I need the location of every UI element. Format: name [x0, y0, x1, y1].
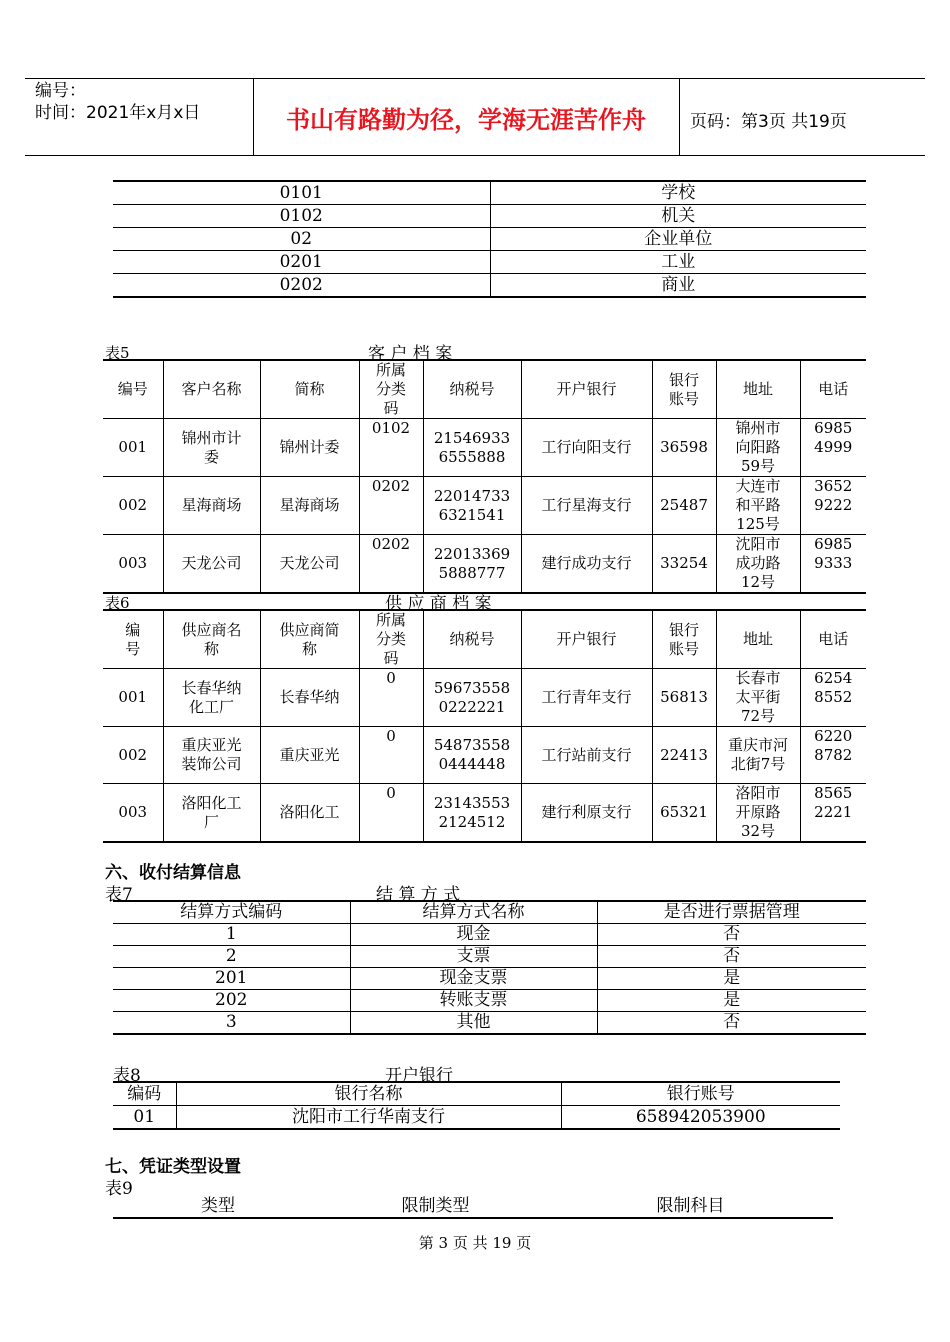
table-cell: 转账支票 — [350, 990, 597, 1012]
table-cell: 85652221 — [800, 784, 866, 843]
table-cell: 锦州计委 — [260, 419, 359, 477]
settlement-table — [113, 900, 866, 1035]
voucher-type-table — [113, 1195, 833, 1219]
table-cell: 锦州市计委 — [163, 419, 260, 477]
table-cell: 工行星海支行 — [521, 477, 652, 535]
table-cell: 003 — [103, 535, 163, 594]
table-cell: 62548552 — [800, 669, 866, 727]
table-cell: 锦州市向阳路59号 — [716, 419, 800, 477]
table-cell: 天龙公司 — [260, 535, 359, 594]
table-cell: 548735580444448 — [423, 727, 521, 784]
table-cell: 商业 — [490, 274, 866, 298]
table5-label: 表5 — [105, 344, 130, 362]
column-header: 结算方式编码 — [113, 901, 350, 924]
column-header: 限制类型 — [401, 1196, 470, 1216]
table7-label: 表7 — [105, 885, 133, 905]
table-row — [103, 477, 866, 535]
table-cell: 工行站前支行 — [521, 727, 652, 784]
table8-title: 开户银行 — [385, 1066, 453, 1086]
table-row — [113, 228, 866, 251]
table-cell: 机关 — [490, 205, 866, 228]
table-row — [103, 784, 866, 843]
page-footer: 第 3 页 共 19 页 — [418, 1234, 532, 1252]
table-cell: 企业单位 — [490, 228, 866, 251]
table-cell: 星海商场 — [260, 477, 359, 535]
table-row — [113, 990, 866, 1012]
table-cell: 学校 — [490, 181, 866, 205]
table-row — [103, 669, 866, 727]
table-cell: 33254 — [652, 535, 716, 594]
table-cell: 建行利原支行 — [521, 784, 652, 843]
header-meta — [35, 80, 200, 124]
header-top-rule — [25, 78, 925, 79]
table-cell: 工行向阳支行 — [521, 419, 652, 477]
table-cell: 否 — [597, 1012, 866, 1035]
table-cell: 0202 — [359, 477, 423, 535]
header-page-info: 页码：第3页 共19页 — [690, 112, 847, 132]
column-header: 银行账号 — [652, 610, 716, 669]
table-cell: 0201 — [113, 251, 490, 274]
table-cell: 25487 — [652, 477, 716, 535]
table-cell: 0102 — [113, 205, 490, 228]
table-header-row — [113, 901, 866, 924]
column-header: 编码 — [113, 1082, 176, 1106]
table-cell: 36598 — [652, 419, 716, 477]
table-cell: 215469336555888 — [423, 419, 521, 477]
column-header: 地址 — [716, 610, 800, 669]
table-cell: 220147336321541 — [423, 477, 521, 535]
table-cell: 231435532124512 — [423, 784, 521, 843]
table-header-row — [113, 1195, 833, 1218]
table-cell: 0 — [359, 784, 423, 843]
section-heading: 七、凭证类型设置 — [105, 1157, 241, 1177]
number-label: 编号： — [35, 81, 86, 101]
table-cell: 是 — [597, 990, 866, 1012]
column-header: 编号 — [103, 360, 163, 419]
table7-title: 结 算 方 式 — [376, 885, 461, 905]
table-cell: 长春华纳化工厂 — [163, 669, 260, 727]
table-cell: 001 — [103, 669, 163, 727]
table-cell: 56813 — [652, 669, 716, 727]
table-row — [113, 274, 866, 298]
column-header: 银行账号 — [652, 360, 716, 419]
table-cell: 3 — [113, 1012, 350, 1035]
table-cell: 是 — [597, 968, 866, 990]
table-cell: 工行青年支行 — [521, 669, 652, 727]
table-cell: 002 — [103, 727, 163, 784]
table-cell: 1 — [113, 924, 350, 946]
section-heading: 六、收付结算信息 — [105, 863, 241, 883]
table-cell: 重庆亚光装饰公司 — [163, 727, 260, 784]
column-header: 是否进行票据管理 — [597, 901, 866, 924]
table-cell: 重庆亚光 — [260, 727, 359, 784]
column-header: 限制科目 — [656, 1196, 725, 1216]
customer-table — [103, 359, 866, 594]
table-cell: 69854999 — [800, 419, 866, 477]
column-header: 纳税号 — [423, 360, 521, 419]
header-motto: 书山有路勤为径，学海无涯苦作舟 — [286, 106, 646, 134]
column-header: 所属分类码 — [359, 610, 423, 669]
table-cell: 596735580222221 — [423, 669, 521, 727]
table-cell: 003 — [103, 784, 163, 843]
column-header: 银行账号 — [561, 1082, 840, 1106]
table6-label: 表6 — [105, 594, 130, 612]
table-cell: 0102 — [359, 419, 423, 477]
table-cell: 0 — [359, 669, 423, 727]
column-header: 客户名称 — [163, 360, 260, 419]
bank-table — [113, 1081, 840, 1130]
table-cell: 202 — [113, 990, 350, 1012]
table-row — [113, 205, 866, 228]
table-row — [113, 181, 866, 205]
table-cell: 天龙公司 — [163, 535, 260, 594]
column-header: 电话 — [800, 610, 866, 669]
table-row — [103, 535, 866, 594]
table-cell: 星海商场 — [163, 477, 260, 535]
table-cell: 201 — [113, 968, 350, 990]
column-header: 编号 — [103, 610, 163, 669]
table-cell: 长春华纳 — [260, 669, 359, 727]
table-cell: 大连市和平路125号 — [716, 477, 800, 535]
table-cell: 002 — [103, 477, 163, 535]
table-cell: 否 — [597, 946, 866, 968]
table-cell: 0 — [359, 727, 423, 784]
table5-title: 客 户 档 案 — [368, 344, 453, 364]
table-cell: 工业 — [490, 251, 866, 274]
table-row — [113, 1106, 840, 1130]
table-header-row — [113, 1082, 840, 1106]
table-row — [113, 251, 866, 274]
table-cell: 洛阳市开原路32号 — [716, 784, 800, 843]
table9-label: 表9 — [105, 1179, 133, 1199]
table-cell: 220133695888777 — [423, 535, 521, 594]
table-cell: 长春市太平街72号 — [716, 669, 800, 727]
table-cell: 其他 — [350, 1012, 597, 1035]
table-row — [103, 419, 866, 477]
table-cell: 沈阳市成功路12号 — [716, 535, 800, 594]
column-header: 供应商名称 — [163, 610, 260, 669]
time-label: 时间：2021年x月x日 — [35, 103, 201, 123]
table-cell: 0202 — [359, 535, 423, 594]
table-row — [113, 924, 866, 946]
column-header: 开户银行 — [521, 360, 652, 419]
table6-title: 供 应 商 档 案 — [385, 594, 492, 614]
table-cell: 现金 — [350, 924, 597, 946]
table-cell: 36529222 — [800, 477, 866, 535]
table-cell: 否 — [597, 924, 866, 946]
table-cell: 22413 — [652, 727, 716, 784]
table-cell: 02 — [113, 228, 490, 251]
table-cell: 658942053900 — [561, 1106, 840, 1130]
table-row — [113, 1012, 866, 1035]
table-header-row — [103, 610, 866, 669]
column-header: 供应商简称 — [260, 610, 359, 669]
table-row — [103, 727, 866, 784]
header-divider — [679, 78, 680, 155]
table-cell: 0202 — [113, 274, 490, 298]
table-cell: 01 — [113, 1106, 176, 1130]
table-cell: 现金支票 — [350, 968, 597, 990]
table-cell: 沈阳市工行华南支行 — [176, 1106, 561, 1130]
header-bottom-rule — [25, 155, 925, 156]
table-row — [113, 968, 866, 990]
table-cell: 62208782 — [800, 727, 866, 784]
table-cell: 69859333 — [800, 535, 866, 594]
column-header: 所属分类码 — [359, 360, 423, 419]
table-cell: 重庆市河北街7号 — [716, 727, 800, 784]
table-cell: 洛阳化工 — [260, 784, 359, 843]
column-header: 开户银行 — [521, 610, 652, 669]
column-header: 电话 — [800, 360, 866, 419]
table-cell: 0101 — [113, 181, 490, 205]
column-header: 结算方式名称 — [350, 901, 597, 924]
table-cell: 001 — [103, 419, 163, 477]
table8-label: 表8 — [113, 1066, 141, 1086]
column-header: 纳税号 — [423, 610, 521, 669]
classification-table — [113, 180, 866, 298]
table-cell: 建行成功支行 — [521, 535, 652, 594]
column-header: 类型 — [201, 1196, 235, 1216]
supplier-table — [103, 609, 866, 843]
table-header-row — [103, 360, 866, 419]
column-header: 简称 — [260, 360, 359, 419]
column-header: 银行名称 — [176, 1082, 561, 1106]
table-cell: 65321 — [652, 784, 716, 843]
table-cell: 2 — [113, 946, 350, 968]
table-cell: 支票 — [350, 946, 597, 968]
column-header: 地址 — [716, 360, 800, 419]
table-cell: 洛阳化工厂 — [163, 784, 260, 843]
table-row — [113, 946, 866, 968]
